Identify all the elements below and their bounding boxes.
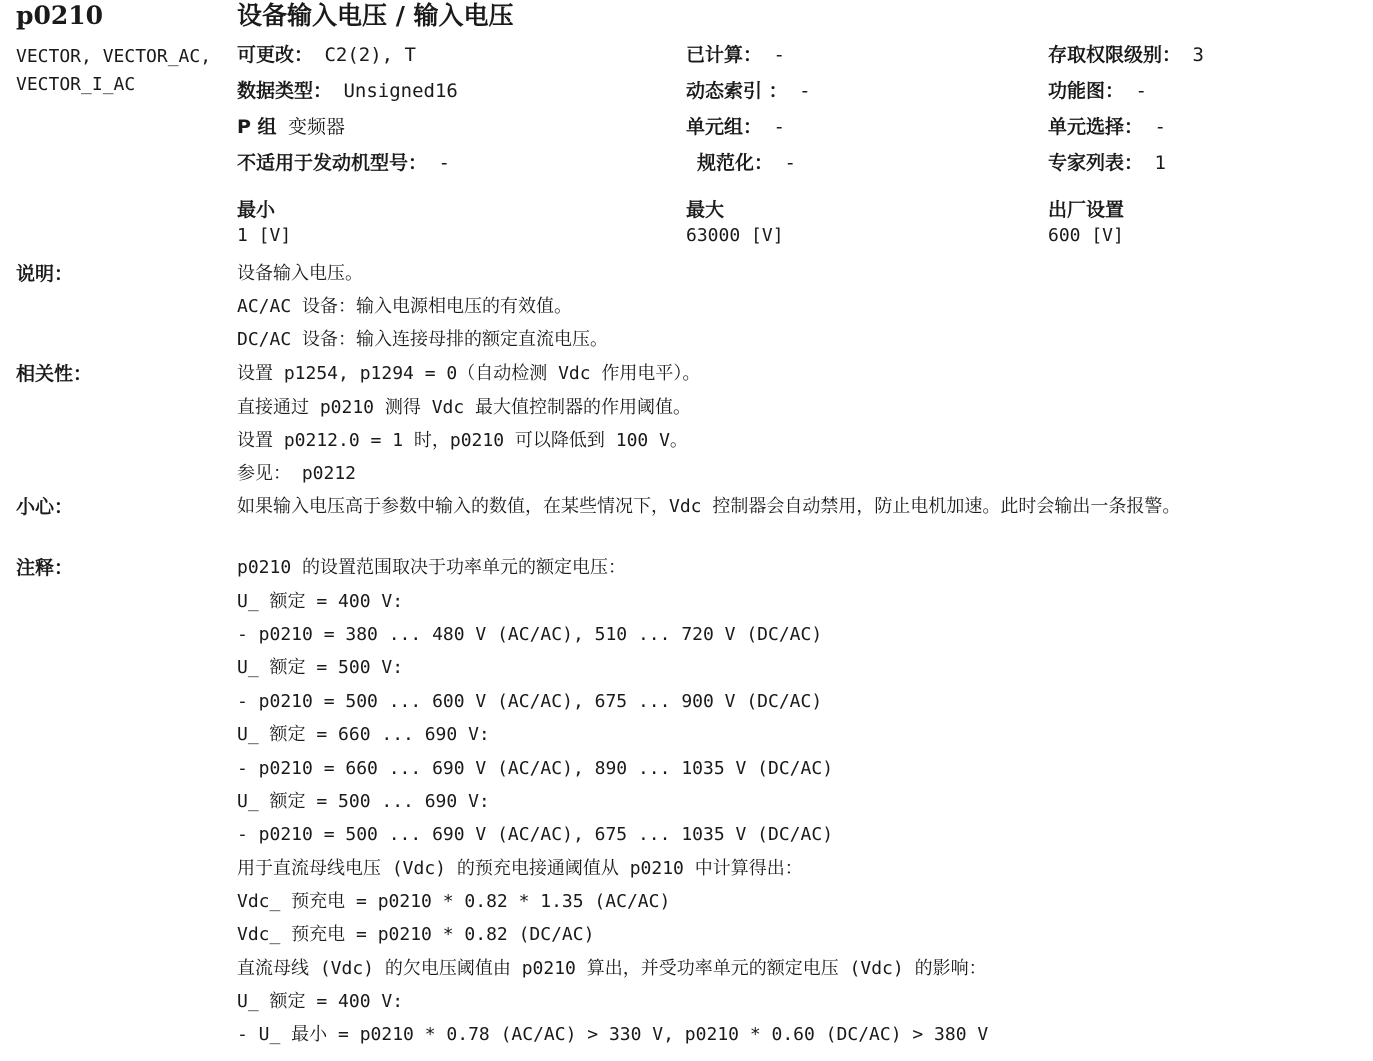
parameter-title: 设备输入电压 / 输入电压 xyxy=(237,1,514,30)
attr-unit-group xyxy=(686,115,785,139)
attr-expert-list-value: 1 xyxy=(1154,152,1166,174)
description-label: 说明： xyxy=(16,263,74,285)
dependency-label: 相关性： xyxy=(16,363,93,385)
attr-data-type-value: Unsigned16 xyxy=(343,80,458,102)
attr-normalization-label: 规范化： xyxy=(697,152,774,174)
attr-changeable-label: 可更改： xyxy=(237,44,314,66)
attr-func-diagram xyxy=(1048,79,1147,103)
description-line: AC/AC 设备：输入电源相电压的有效值。 xyxy=(237,296,573,317)
attr-unit-group-label: 单元组： xyxy=(686,116,763,138)
range-min-value: 1 [V] xyxy=(237,225,292,246)
notes-line: U_ 额定 = 400 V: xyxy=(237,591,404,612)
attr-p-group-label: P 组 xyxy=(237,116,277,138)
attr-dyn-index xyxy=(686,79,811,103)
notes-line: U_ 额定 = 400 V: xyxy=(237,991,404,1012)
attr-changeable-value: C2(2), T xyxy=(324,44,416,66)
notes-line: 用于直流母线电压 (Vdc) 的预充电接通阈值从 p0210 中计算得出： xyxy=(237,858,803,879)
notes-line: Vdc_ 预充电 = p0210 * 0.82 * 1.35 (AC/AC) xyxy=(237,891,671,912)
range-min-label: 最小 xyxy=(237,199,276,221)
caution-text: 如果输入电压高于参数中输入的数值，在某些情况下，Vdc 控制器会自动禁用，防止电机加速。此时会输出一条报警。 xyxy=(237,496,1181,517)
dependency-line: 设置 p0212.0 = 1 时，p0210 可以降低到 100 V。 xyxy=(237,430,688,451)
attr-p-group-value: 变频器 xyxy=(288,116,346,138)
notes-line: - p0210 = 380 ... 480 V (AC/AC), 510 ... 720 V (DC/AC) xyxy=(237,624,823,645)
notes-line: Vdc_ 预充电 = p0210 * 0.82 (DC/AC) xyxy=(237,924,595,945)
description-line: DC/AC 设备：输入连接母排的额定直流电压。 xyxy=(237,329,609,350)
attr-normalization xyxy=(697,151,796,175)
dependency-line: 直接通过 p0210 测得 Vdc 最大值控制器的作用阈值。 xyxy=(237,397,692,418)
range-max-value: 63000 [V] xyxy=(686,225,784,246)
attr-func-diagram-label: 功能图： xyxy=(1048,80,1125,102)
attr-data-type xyxy=(237,79,458,103)
attr-access-level-value: 3 xyxy=(1192,44,1204,66)
parameter-code: p0210 xyxy=(16,1,104,30)
attr-not-for-motor xyxy=(237,151,450,175)
attr-normalization-value: - xyxy=(784,152,796,174)
drive-variants: VECTOR, VECTOR_AC, VECTOR_I_AC xyxy=(16,46,212,95)
attr-unit-select-value: - xyxy=(1154,116,1166,138)
notes-line: - p0210 = 500 ... 690 V (AC/AC), 675 ... 1035 V (DC/AC) xyxy=(237,824,834,845)
attr-calculated xyxy=(686,43,785,67)
notes-line: p0210 的设置范围取决于功率单元的额定电压： xyxy=(237,557,627,578)
attr-unit-group-value: - xyxy=(773,116,785,138)
attr-not-for-motor-value: - xyxy=(438,152,450,174)
attr-expert-list xyxy=(1048,151,1166,175)
attr-calculated-label: 已计算： xyxy=(686,44,763,66)
notes-label: 注释： xyxy=(16,557,74,579)
attr-changeable xyxy=(237,43,416,67)
notes-line: 直流母线 (Vdc) 的欠电压阈值由 p0210 算出，并受功率单元的额定电压 (Vdc) 的影响： xyxy=(237,958,987,979)
dependency-see-also: 参见： p0212 xyxy=(237,463,357,484)
notes-line: - p0210 = 500 ... 600 V (AC/AC), 675 ... 900 V (DC/AC) xyxy=(237,691,823,712)
notes-line: U_ 额定 = 500 V: xyxy=(237,657,404,678)
attr-unit-select-label: 单元选择： xyxy=(1048,116,1144,138)
notes-line: U_ 额定 = 500 ... 690 V: xyxy=(237,791,490,812)
notes-line: - U_ 最小 = p0210 * 0.78 (AC/AC) > 330 V, p0210 * 0.60 (DC/AC) > 380 V xyxy=(237,1024,989,1045)
attr-not-for-motor-label: 不适用于发动机型号： xyxy=(237,152,428,174)
dependency-line: 设置 p1254, p1294 = 0（自动检测 Vdc 作用电平）。 xyxy=(237,363,701,384)
attr-access-level xyxy=(1048,43,1204,67)
description-line: 设备输入电压。 xyxy=(237,263,363,284)
attr-expert-list-label: 专家列表： xyxy=(1048,152,1144,174)
range-max-label: 最大 xyxy=(686,199,725,221)
range-factory-label: 出厂设置 xyxy=(1048,199,1125,221)
notes-line: - p0210 = 660 ... 690 V (AC/AC), 890 ... 1035 V (DC/AC) xyxy=(237,758,834,779)
attr-access-level-label: 存取权限级别： xyxy=(1048,44,1182,66)
range-factory-value: 600 [V] xyxy=(1048,225,1124,246)
attr-dyn-index-value: - xyxy=(799,80,811,102)
attr-p-group xyxy=(237,115,345,139)
attr-data-type-label: 数据类型： xyxy=(237,80,333,102)
caution-label: 小心： xyxy=(16,496,74,518)
attr-dyn-index-label: 动态索引 ： xyxy=(686,80,788,102)
attr-func-diagram-value: - xyxy=(1135,80,1147,102)
notes-line: U_ 额定 = 660 ... 690 V: xyxy=(237,724,490,745)
attr-unit-select xyxy=(1048,115,1166,139)
attr-calculated-value: - xyxy=(773,44,785,66)
